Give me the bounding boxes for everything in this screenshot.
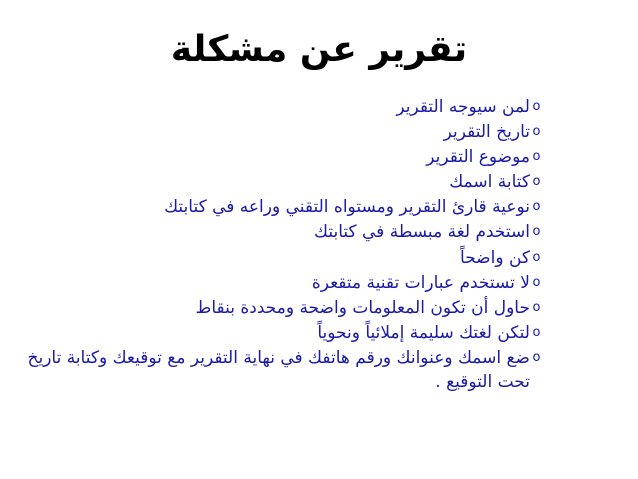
bullet-icon: o [532, 274, 541, 290]
bullet-icon: o [532, 224, 541, 240]
list-item [22, 145, 542, 169]
list-item-text: لا تستخدم عبارات تقنية متقعرة [311, 272, 530, 293]
bullet-icon: o [532, 149, 541, 165]
list-item-text: ضع اسمك وعنوانك ورقم هاتفك في نهاية التقرير مع توقيعك وكتابة تاريخ تحت التوقيع . [27, 347, 530, 392]
list-item [22, 95, 542, 119]
bullet-icon: o [532, 124, 541, 140]
list-item-text: لمن سيوجه التقرير [396, 97, 530, 117]
list-item-text: لتكن لغتك سليمة إملائياً ونحوياً [317, 322, 530, 343]
list-item-text: حاول أن تكون المعلومات واضحة ومحددة بنقاط [195, 297, 530, 318]
bullet-icon: o [532, 299, 541, 315]
list-item [22, 271, 542, 295]
list-item [22, 321, 542, 345]
list-item-text: استخدم لغة مبسطة في كتابتك [314, 222, 530, 243]
bullet-icon: o [532, 349, 541, 365]
list-item-text: موضوع التقرير [426, 147, 530, 168]
bullet-icon: o [532, 324, 541, 340]
bullet-icon: o [532, 249, 541, 265]
list-item-text: كن واضحاً [460, 247, 530, 268]
bullet-list [22, 95, 542, 395]
list-item [22, 195, 542, 219]
slide-title: تقرير عن مشكلة [170, 29, 468, 70]
bullet-icon: o [532, 174, 541, 190]
list-item-text: كتابة اسمك [449, 172, 530, 193]
list-item [22, 120, 542, 144]
list-item [22, 170, 542, 194]
list-item [22, 246, 542, 270]
bullet-icon: o [532, 199, 541, 215]
list-item [22, 346, 542, 394]
bullet-icon: o [532, 99, 541, 114]
list-item-text: تاريخ التقرير [443, 122, 530, 143]
list-item [22, 296, 542, 320]
list-item [22, 220, 542, 244]
list-item-text: نوعية قارئ التقرير ومستواه التقني وراعه في كتابتك [164, 197, 530, 218]
